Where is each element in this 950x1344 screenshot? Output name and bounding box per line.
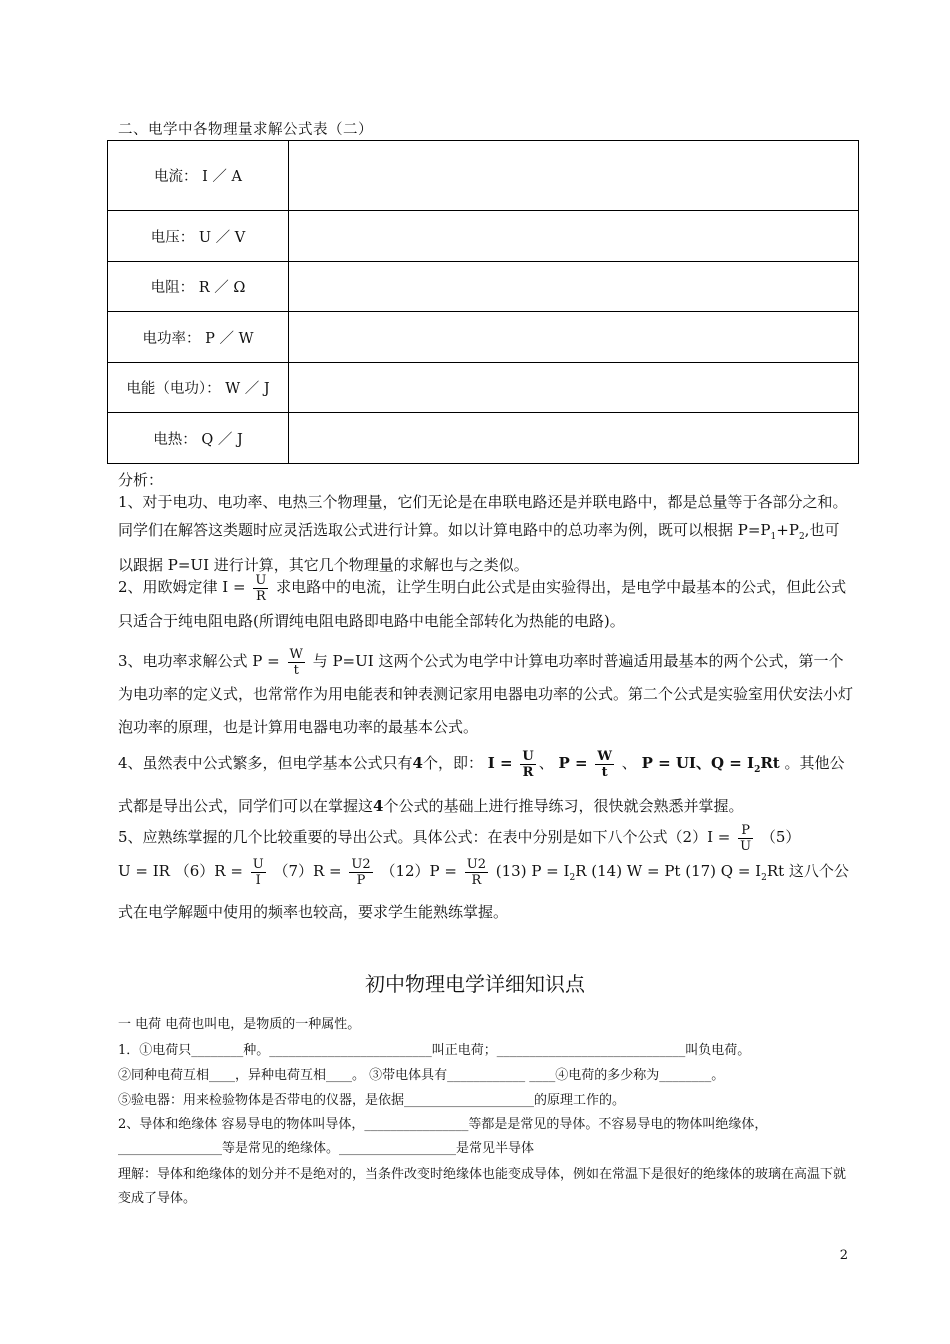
frac-num: U2 xyxy=(466,856,486,872)
frac-den: U xyxy=(740,838,752,854)
frac-den: R xyxy=(471,872,482,888)
p4-text-a: 4、虽然表中公式繁多，但电学基本公式只有 xyxy=(118,754,413,772)
p4-rest-end: Rt xyxy=(760,754,780,772)
frac-den: P xyxy=(356,872,366,888)
knowledge-title: 初中物理电学详细知识点 xyxy=(365,972,585,996)
p1-text-a: 1、对于电功、电功率、电热三个物理量，它们无论是在串联电路还是并联电路中，都是总量等于各部分之和。同学们在解答这类题时应灵活选取公式进行计算。如以计算电路中的总功率为例，既可以根据 P=P xyxy=(118,493,848,539)
p1-text-b: +P xyxy=(776,521,799,539)
analysis-paragraph-5 xyxy=(118,820,853,929)
row-label: 电压： U ／ V xyxy=(108,211,289,262)
p2-text-b: 求电路中的电流，让学生明白此公式是由实验得出，是电学中最基本的公式，但此公式只适合于纯电阻电路(所谓纯电阻电路即电路中电能全部转化为热能的电路)。 xyxy=(118,578,847,630)
p5-text-a: 5、应熟练掌握的几个比较重要的导出公式。具体公式：在表中分别是如下八个公式（2）I = xyxy=(118,828,731,846)
table-row xyxy=(108,413,859,464)
knowledge-line: 1．①电荷只________种。_________________________叫正电荷；_____________________________叫负电荷。 xyxy=(118,1043,751,1058)
section-title: 二、电学中各物理量求解公式表（二） xyxy=(118,122,373,138)
fraction-u-over-r xyxy=(253,573,268,604)
frac-den: t xyxy=(293,662,299,678)
frac-num: U xyxy=(252,856,264,872)
table-row xyxy=(108,363,859,413)
p5-line2-b: （7）R = xyxy=(273,862,342,880)
p4-text-d: 个公式的基础上进行推导练习，很快就会熟悉并掌握。 xyxy=(383,797,744,815)
row-label: 电能（电功）： W ／ J xyxy=(108,363,289,413)
table-row xyxy=(108,312,859,363)
row-value xyxy=(289,141,859,211)
row-value xyxy=(289,312,859,363)
p4-text-c: 。其他公式都是导出公式，同学们可以在掌握这 xyxy=(118,754,845,815)
row-label: 电功率： P ／ W xyxy=(108,312,289,363)
row-value xyxy=(289,363,859,413)
p1-text-c: ,也可以跟据 P=UI 进行计算，其它几个物理量的求解也与之类似。 xyxy=(118,521,840,574)
analysis-paragraph-3 xyxy=(118,645,853,744)
table-row xyxy=(108,262,859,312)
formula-table xyxy=(107,140,859,464)
fraction-w-over-t-bold xyxy=(595,749,614,780)
p4-sep-1: 、 xyxy=(538,754,554,772)
fraction-u-over-r-bold xyxy=(520,749,535,780)
row-value xyxy=(289,413,859,464)
knowledge-line: ⑤验电器：用来检验物体是否带电的仪器，是依据____________________的原理工作的。 xyxy=(118,1093,626,1108)
fraction-w-over-t xyxy=(288,647,305,678)
knowledge-line: ②同种电荷互相____，异种电荷互相____。 ③带电体具有____________ ____④电荷的多少称为________。 xyxy=(118,1068,725,1083)
p5-square-1: 2 xyxy=(569,873,576,883)
knowledge-line: 理解：导体和绝缘体的划分并不是绝对的，当条件改变时绝缘体也能变成导体，例如在常温下是很好的绝缘体的玻璃在高温下就变成了导体。 xyxy=(118,1167,847,1206)
p4-rest: P = UI、Q = I xyxy=(641,754,755,772)
fraction-u2-over-r xyxy=(465,857,488,888)
analysis-paragraph-4 xyxy=(118,745,853,824)
frac-den: t xyxy=(601,764,608,780)
p4-i-eq: I = xyxy=(487,754,513,772)
p5-line2-c: （12）P = xyxy=(380,862,457,880)
fraction-p-over-u xyxy=(738,823,753,854)
p4-square: 2 xyxy=(754,765,761,775)
analysis-heading: 分析： xyxy=(118,471,164,489)
p4-text-b: 个，即： xyxy=(422,754,483,772)
page-number: 2 xyxy=(839,1248,848,1263)
row-label: 电阻： R ／ Ω xyxy=(108,262,289,312)
knowledge-line: 2、导体和绝缘体 容易导电的物体叫导体，________________等都是是常见的导体。不容易导电的物体叫绝缘体，________________等是常见的绝缘体。__________________是常见半导体 xyxy=(118,1117,768,1156)
row-label: 电流： I ／ A xyxy=(108,141,289,211)
p3-text-a: 3、电功率求解公式 P = xyxy=(118,652,280,670)
p5-line2-e: R (14) W = Pt (17) Q = I xyxy=(575,862,762,880)
p4-p-eq: P = xyxy=(558,754,588,772)
table-row xyxy=(108,211,859,262)
frac-den: R xyxy=(522,764,534,780)
p5-line2-a: U = IR （6）R = xyxy=(118,862,243,880)
p2-text-a: 2、用欧姆定律 I = xyxy=(118,578,246,596)
p4-count-2: 4 xyxy=(373,797,384,815)
row-label: 电热： Q ／ J xyxy=(108,413,289,464)
p1-sub-2: 2 xyxy=(798,532,805,542)
frac-num: U2 xyxy=(351,856,371,872)
p5-text-b: （5） xyxy=(760,828,801,846)
p5-line2-f: Rt 这八个公式在电学解题中使用的频率也较高，要求学生能熟练掌握。 xyxy=(118,862,849,921)
p5-square-2: 2 xyxy=(761,873,767,883)
row-value xyxy=(289,262,859,312)
frac-num: W xyxy=(597,748,612,764)
frac-num: U xyxy=(522,748,534,764)
frac-den: R xyxy=(255,588,266,604)
table-row xyxy=(108,141,859,211)
knowledge-line: 一 电荷 电荷也叫电，是物质的一种属性。 xyxy=(118,1017,361,1032)
analysis-paragraph-2 xyxy=(118,570,853,638)
frac-num: P xyxy=(738,823,753,839)
p4-sep-2: 、 xyxy=(621,754,637,772)
p4-formulas xyxy=(641,754,780,775)
frac-num: U xyxy=(255,572,267,588)
p1-sub-1: 1 xyxy=(770,532,777,542)
frac-den: I xyxy=(255,872,261,888)
analysis-paragraph-1 xyxy=(118,488,853,579)
frac-num: W xyxy=(289,646,303,662)
fraction-u2-over-p xyxy=(349,857,372,888)
p5-line2-d: (13) P = I xyxy=(495,862,570,880)
p3-text-b: 与 P=UI 这两个公式为电学中计算电功率时普遍适用最基本的两个公式，第一个为电功率的定义式，也常常作为用电能表和钟表测记家用电器电功率的公式。第二个公式是实验室用伏安法小灯泡功率的原理，也是计算用电器电功率的最基本公式。 xyxy=(118,652,854,736)
fraction-u-over-i xyxy=(251,857,266,888)
row-value xyxy=(289,211,859,262)
p4-count: 4 xyxy=(412,754,423,772)
